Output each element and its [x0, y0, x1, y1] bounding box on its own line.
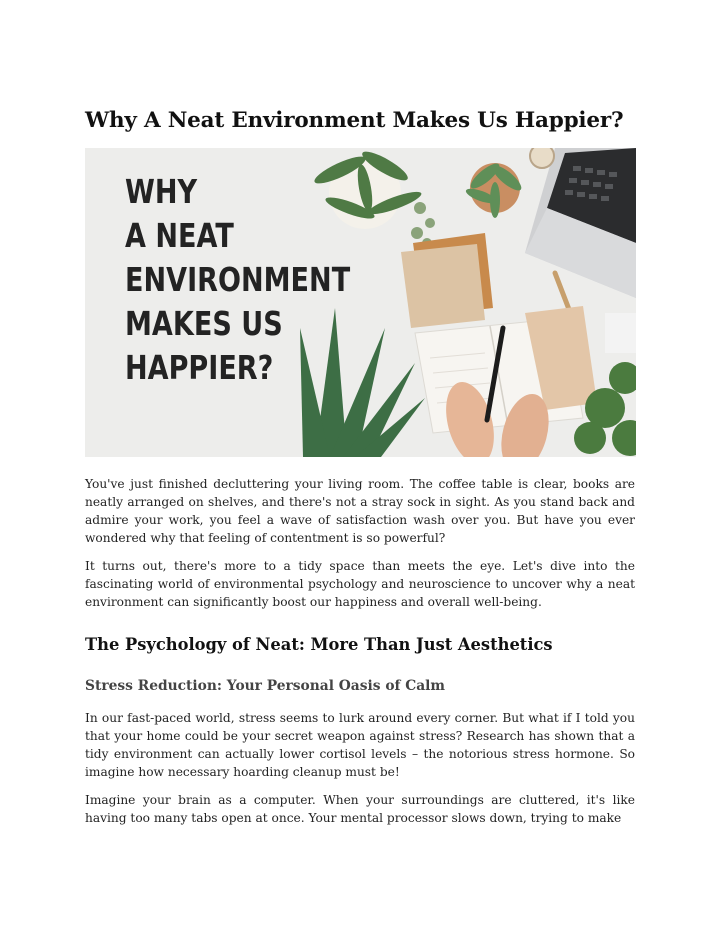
hero-image [85, 148, 636, 457]
section-heading: The Psychology of Neat: More Than Just Aesthetics [85, 635, 553, 654]
subsection-heading: Stress Reduction: Your Personal Oasis of Calm [85, 678, 446, 694]
article [85, 104, 635, 827]
paper-sheet [605, 313, 636, 353]
hero-caption-line: A NEAT [125, 216, 234, 255]
candle-jar [530, 148, 554, 168]
article-title: Why A Neat Environment Makes Us Happier? [85, 108, 624, 133]
hero-caption-line: HAPPIER? [125, 348, 274, 387]
intro-paragraph: It turns out, there's more to a tidy space than meets the eye. Let's dive into the fascinating world of environmental psychology and neuroscience to uncover why a neat environment can significantly boost our happiness and overall well-being. [85, 559, 635, 609]
hero-caption-line: MAKES US [125, 304, 283, 343]
body-paragraph: In our fast-paced world, stress seems to lurk around every corner. But what if I told you that your home could be your secret weapon against stress? Research has shown that a tidy environment can actually lower cortisol levels – the notorious stress hormone. So imagine how necessary hoarding cleanup must be! [85, 711, 635, 779]
intro-paragraph: You've just finished decluttering your living room. The coffee table is clear, books are neatly arranged on shelves, and there's not a stray sock in sight. As you stand back and admire your work, you feel a wave of satisfaction wash over you. But have you ever wondered why that feeling of contentment is so powerful? [85, 477, 635, 545]
hero-caption-line: ENVIRONMENT [125, 260, 351, 299]
notebooks-illustration [401, 233, 493, 328]
hero-caption-line: WHY [125, 172, 198, 211]
hero-caption [125, 170, 350, 390]
body-paragraph: Imagine your brain as a computer. When your surroundings are cluttered, it's like having too many tabs open at once. Your mental processor slows down, trying to make [85, 793, 635, 825]
